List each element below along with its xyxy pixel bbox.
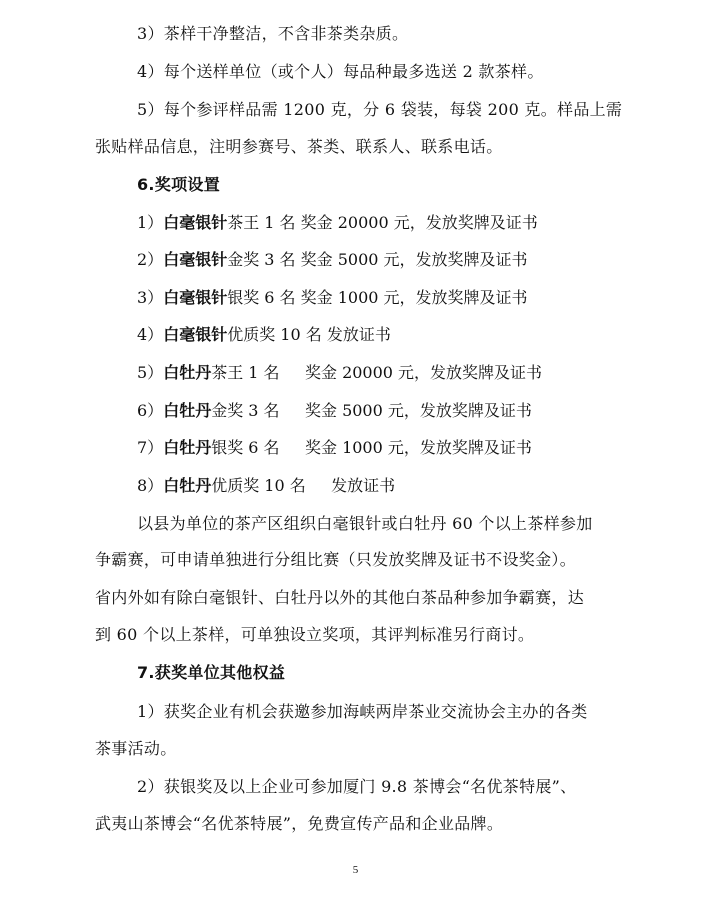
prize-item (137, 288, 528, 308)
prize-item (137, 213, 538, 233)
section-6-paragraph-line: 省内外如有除白毫银针、白牡丹以外的其他白茶品种参加争霸赛，达 (95, 588, 585, 607)
prize-detail: 银奖 6 名 奖金 1000 元，发放奖牌及证书 (227, 288, 528, 307)
prize-num: 2） (137, 250, 164, 269)
rule-4: 4）每个送样单位（或个人）每品种最多选送 2 款茶样。 (137, 62, 544, 81)
benefit-1-line: 1）获奖企业有机会获邀参加海峡两岸茶业交流协会主办的各类 (137, 702, 588, 721)
rule-3: 3）茶样干净整洁，不含非茶类杂质。 (137, 24, 409, 43)
prize-detail: 茶王 1 名 奖金 20000 元，发放奖牌及证书 (227, 213, 538, 232)
section-6-paragraph-line: 以县为单位的茶产区组织白毫银针或白牡丹 60 个以上茶样参加 (137, 514, 593, 533)
prize-item (137, 401, 532, 421)
prize-num: 4） (137, 325, 164, 344)
prize-num: 6） (137, 401, 164, 420)
prize-tea: 白牡丹 (163, 438, 212, 457)
prize-tea: 白毫银针 (163, 213, 228, 232)
prize-num: 3） (137, 288, 164, 307)
prize-item (137, 250, 528, 270)
prize-item (137, 438, 532, 458)
prize-detail: 茶王 1 名 奖金 20000 元，发放奖牌及证书 (211, 363, 543, 382)
prize-item (137, 325, 391, 345)
prize-num: 1） (137, 213, 164, 232)
prize-detail: 银奖 6 名 奖金 1000 元，发放奖牌及证书 (211, 438, 532, 457)
prize-detail: 优质奖 10 名 发放证书 (211, 476, 396, 495)
prize-num: 7） (137, 438, 164, 457)
prize-tea: 白毫银针 (163, 288, 228, 307)
section-7-heading: 7.获奖单位其他权益 (137, 663, 286, 682)
benefit-2-line: 2）获银奖及以上企业可参加厦门 9.8 茶博会“名优茶特展”、 (137, 777, 577, 796)
section-6-heading: 6.奖项设置 (137, 175, 221, 194)
prize-num: 5） (137, 363, 164, 382)
prize-detail: 优质奖 10 名 发放证书 (227, 325, 391, 344)
prize-item (137, 363, 542, 383)
benefit-1-line: 茶事活动。 (95, 739, 177, 758)
section-6-paragraph-line: 到 60 个以上茶样，可单独设立奖项，其评判标准另行商讨。 (95, 625, 535, 644)
prize-item (137, 476, 395, 496)
prize-tea: 白毫银针 (163, 325, 228, 344)
rule-5: 5）每个参评样品需 1200 克，分 6 袋装，每袋 200 克。样品上需 (137, 100, 623, 119)
page-number: 5 (352, 864, 359, 876)
prize-tea: 白牡丹 (163, 401, 212, 420)
prize-tea: 白牡丹 (163, 363, 212, 382)
benefit-2-line: 武夷山茶博会“名优茶特展”，免费宣传产品和企业品牌。 (95, 814, 504, 833)
rule-5-cont: 张贴样品信息，注明参赛号、茶类、联系人、联系电话。 (95, 137, 503, 156)
prize-detail: 金奖 3 名 奖金 5000 元，发放奖牌及证书 (227, 250, 528, 269)
prize-tea: 白牡丹 (163, 476, 212, 495)
prize-num: 8） (137, 476, 164, 495)
prize-tea: 白毫银针 (163, 250, 228, 269)
section-6-paragraph-line: 争霸赛，可申请单独进行分组比赛（只发放奖牌及证书不设奖金）。 (95, 550, 577, 569)
prize-detail: 金奖 3 名 奖金 5000 元，发放奖牌及证书 (211, 401, 532, 420)
